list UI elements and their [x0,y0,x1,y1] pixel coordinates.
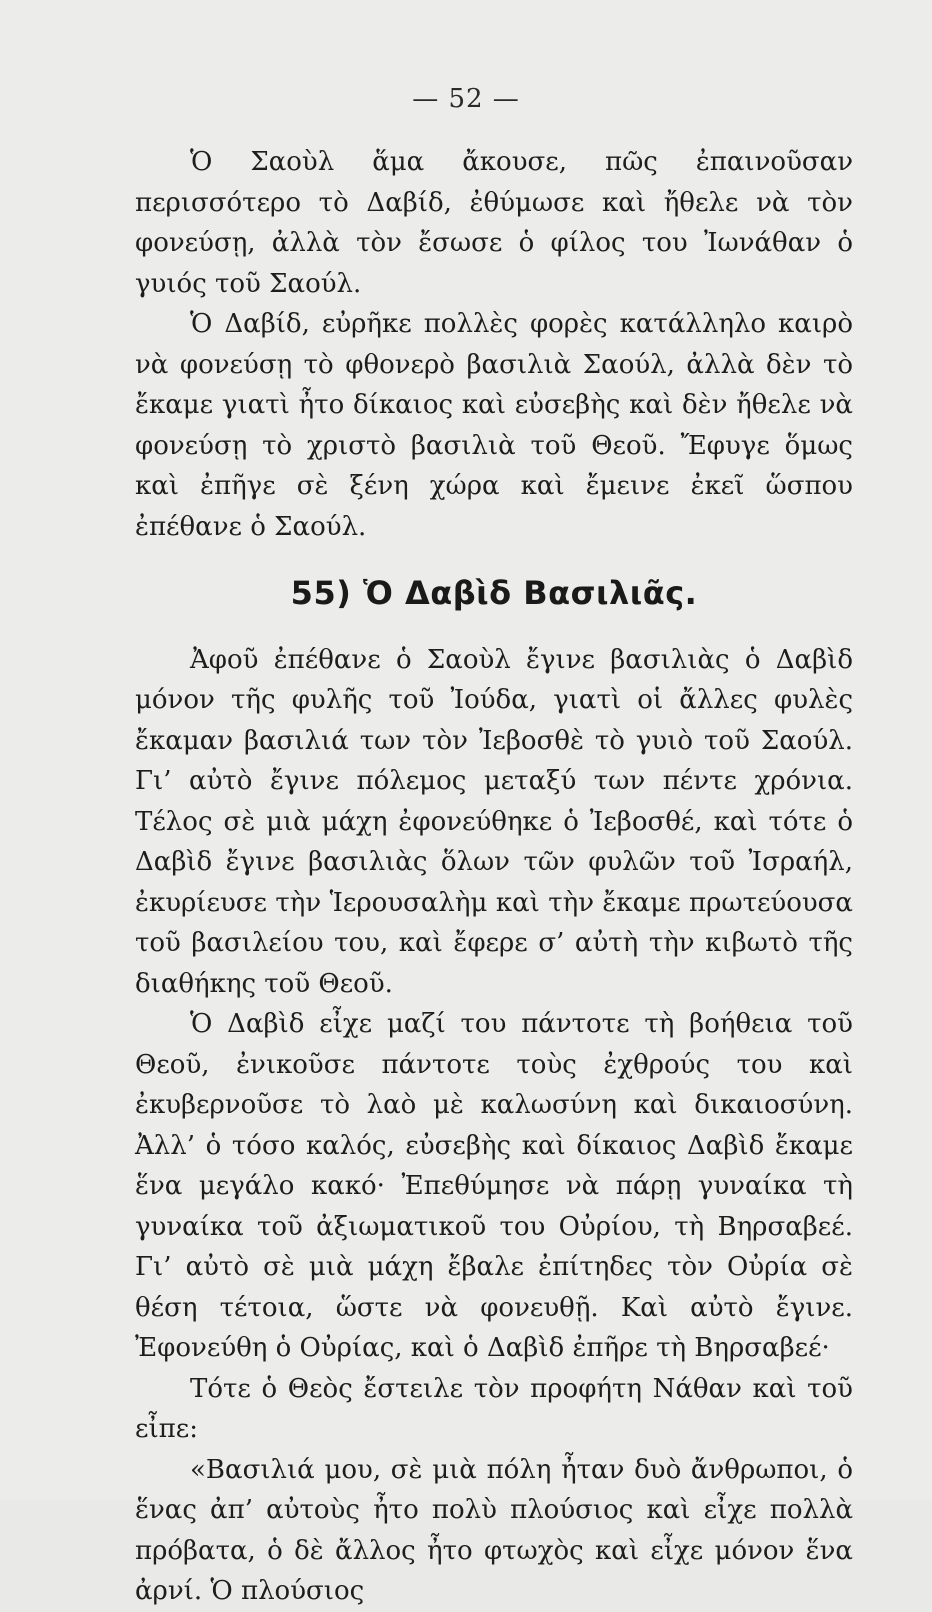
paragraph-3: Ἀφοῦ ἐπέθανε ὁ Σαοὺλ ἔγινε βασιλιὰς ὁ Δαβὶδ μόνον τῆς φυλῆς τοῦ Ἰούδα, γιατὶ οἱ ἄλλες φυλὲς ἔκαμαν βασιλιά των τὸν Ἰεβοσθὲ τὸ γυιὸ τοῦ Σαούλ. Γι’ αὐτὸ ἔγινε πόλεμος μεταξύ των πέντε χρόνια. Τέλος σὲ μιὰ μάχη ἐφονεύθηκε ὁ Ἰεβοσθέ, καὶ τότε ὁ Δαβὶδ ἔγινε βασιλιὰς ὅλων τῶν φυλῶν τοῦ Ἰσραήλ, ἐκυρίευσε τὴν Ἱερουσαλὴμ καὶ τὴν ἔκαμε πρωτεύουσα τοῦ βασιλείου του, καὶ ἔφερε σ’ αὐτὴ τὴν κιβωτὸ τῆς διαθήκης τοῦ Θεοῦ. [135,644,853,999]
page-number: — 52 — [412,84,520,114]
paragraph-6: «Βασιλιά μου, σὲ μιὰ πόλη ἦταν δυὸ ἄνθρωποι, ὁ ἕνας ἀπ’ αὐτοὺς ἦτο πολὺ πλούσιος καὶ εἶχε πολλὰ πρόβατα, ὁ δὲ ἄλλος ἦτο φτωχὸς καὶ εἶχε μόνον ἕνα ἀρνί. Ὁ πλούσιος [135,1454,853,1606]
paragraph-1: Ὁ Σαοὺλ ἅμα ἄκουσε, πῶς ἐπαινοῦσαν περισσότερο τὸ Δαβίδ, ἐθύμωσε καὶ ἤθελε νὰ τὸν φονεύσῃ, ἀλλὰ τὸν ἔσωσε ὁ φίλος του Ἰωνάθαν ὁ γυιός τοῦ Σαούλ. [135,147,853,299]
paragraph-5: Τότε ὁ Θεὸς ἔστειλε τὸν προφήτη Νάθαν καὶ τοῦ εἶπε: [135,1373,853,1444]
paragraph-2: Ὁ Δαβίδ, εὐρῆκε πολλὲς φορὲς κατάλληλο καιρὸ νὰ φονεύσῃ τὸ φθονερὸ βασιλιὰ Σαούλ, ἀλλὰ δὲν τὸ ἔκαμε γιατὶ ἦτο δίκαιος καὶ εὐσεβὴς καὶ δὲν ἤθελε νὰ φονεύσῃ τὸ χριστὸ βασιλιὰ τοῦ Θεοῦ. Ἔφυγε ὅμως καὶ ἐπῆγε σὲ ξένη χώρα καὶ ἔμεινε ἐκεῖ ὥσπου ἐπέθανε ὁ Σαούλ. [135,309,853,542]
paragraph-4: Ὁ Δαβὶδ εἶχε μαζί του πάντοτε τὴ βοήθεια τοῦ Θεοῦ, ἐνικοῦσε πάντοτε τοὺς ἐχθρούς του καὶ ἐκυβερνοῦσε τὸ λαὸ μὲ καλωσύνη καὶ δικαιοσύνη. Ἀλλ’ ὁ τόσο καλός, εὐσεβὴς καὶ δίκαιος Δαβὶδ ἔκαμε ἕνα μεγάλο κακό· Ἐπεθύμησε νὰ πάρῃ γυναίκα τὴ γυναίκα τοῦ ἀξιωματικοῦ του Οὐρίου, τὴ Βηρσαβεέ. Γι’ αὐτὸ σὲ μιὰ μάχη ἔβαλε ἐπίτηδες τὸν Οὐρία σὲ θέση τέτοια, ὥστε νὰ φονευθῇ. Καὶ αὐτὸ ἔγινε. Ἐφονεύθη ὁ Οὐρίας, καὶ ὁ Δαβὶδ ἐπῆρε τὴ Βηρσαβεέ· [135,1009,853,1363]
page-body [135,142,853,1612]
section-heading: 55) Ὁ Δαβὶδ Βασιλιᾶς. [290,574,698,612]
